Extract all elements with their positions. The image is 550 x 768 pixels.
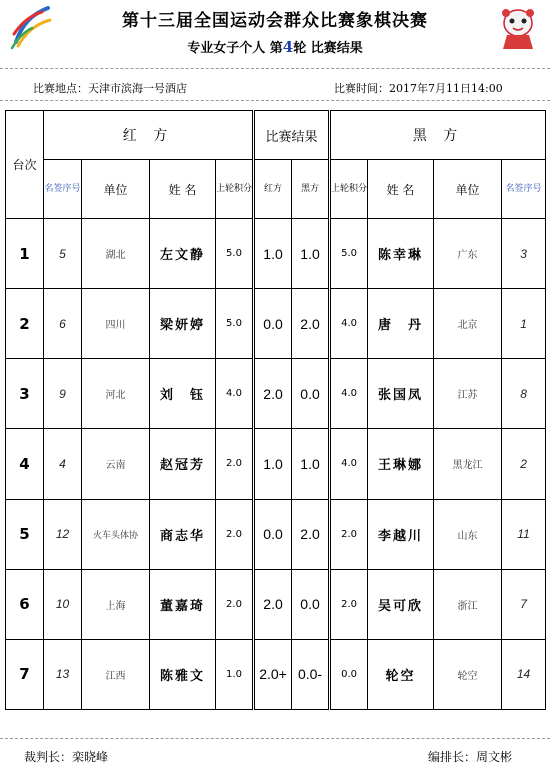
black-score: 2.0 (292, 499, 330, 569)
meta-divider (0, 100, 550, 101)
black-score-header: 黑方 (292, 160, 330, 219)
red-score: 0.0 (254, 289, 292, 359)
red-seed: 6 (44, 289, 82, 359)
page-title: 第十三届全国运动会群众比赛象棋决赛 (122, 11, 428, 31)
table-row (6, 639, 546, 709)
page-subtitle (60, 37, 490, 56)
red-score: 1.0 (254, 429, 292, 499)
black-player-name: 轮空 (368, 639, 434, 709)
red-unit: 火车头体协 (82, 499, 150, 569)
red-prev-points: 5.0 (216, 289, 254, 359)
red-prev-header: 上轮积分 (216, 160, 254, 219)
black-unit: 浙江 (434, 569, 502, 639)
red-score: 2.0 (254, 569, 292, 639)
black-unit: 北京 (434, 289, 502, 359)
black-seed: 14 (502, 639, 546, 709)
document-header (0, 0, 550, 70)
red-score: 2.0+ (254, 639, 292, 709)
black-score: 1.0 (292, 429, 330, 499)
black-score: 0.0- (292, 639, 330, 709)
black-seed: 3 (502, 219, 546, 289)
chief-referee: 裁判长：栾晓峰 (24, 750, 109, 764)
red-seed: 10 (44, 569, 82, 639)
black-prev-points: 0.0 (330, 639, 368, 709)
black-unit: 广东 (434, 219, 502, 289)
black-unit: 轮空 (434, 639, 502, 709)
red-unit: 河北 (82, 359, 150, 429)
table-row (6, 569, 546, 639)
column-header-row (6, 160, 546, 219)
red-score-header: 红方 (254, 160, 292, 219)
black-side-header: 黑 方 (330, 111, 546, 160)
black-seed: 8 (502, 359, 546, 429)
results-table (5, 110, 546, 710)
red-player-name: 陈雅文 (150, 639, 216, 709)
black-seed-header: 名签序号 (502, 160, 546, 219)
red-prev-points: 2.0 (216, 429, 254, 499)
red-seed: 9 (44, 359, 82, 429)
red-player-name: 梁妍婷 (150, 289, 216, 359)
red-player-name: 商志华 (150, 499, 216, 569)
board-number: 7 (6, 639, 44, 709)
red-seed: 4 (44, 429, 82, 499)
black-prev-header: 上轮积分 (330, 160, 368, 219)
red-unit: 四川 (82, 289, 150, 359)
footer-divider (0, 738, 550, 739)
time-text: 比赛时间：2017年7月11日14:00 (334, 82, 503, 95)
table-row (6, 219, 546, 289)
red-unit: 云南 (82, 429, 150, 499)
black-prev-points: 4.0 (330, 359, 368, 429)
red-score: 1.0 (254, 219, 292, 289)
red-unit: 江西 (82, 639, 150, 709)
board-number: 5 (6, 499, 44, 569)
red-prev-points: 4.0 (216, 359, 254, 429)
red-side-header: 红 方 (44, 111, 254, 160)
black-name-header: 姓 名 (368, 160, 434, 219)
chief-scheduler: 编排长：周文彬 (428, 750, 513, 764)
black-prev-points: 2.0 (330, 499, 368, 569)
subtitle-suffix: 轮 比赛结果 (293, 41, 363, 56)
table-row (6, 359, 546, 429)
red-prev-points: 2.0 (216, 569, 254, 639)
red-player-name: 刘 钰 (150, 359, 216, 429)
table-row (6, 429, 546, 499)
black-prev-points: 2.0 (330, 569, 368, 639)
round-number: 4 (282, 38, 294, 56)
black-unit-header: 单位 (434, 160, 502, 219)
black-seed: 2 (502, 429, 546, 499)
black-seed: 11 (502, 499, 546, 569)
group-header-row (6, 111, 546, 160)
table-row (6, 499, 546, 569)
red-player-name: 左文静 (150, 219, 216, 289)
red-score: 0.0 (254, 499, 292, 569)
black-prev-points: 4.0 (330, 429, 368, 499)
black-seed: 1 (502, 289, 546, 359)
subtitle-prefix: 专业女子个人 第 (187, 41, 283, 56)
black-unit: 黑龙江 (434, 429, 502, 499)
red-prev-points: 1.0 (216, 639, 254, 709)
board-number: 2 (6, 289, 44, 359)
black-prev-points: 5.0 (330, 219, 368, 289)
black-score: 2.0 (292, 289, 330, 359)
mascot-icon (493, 3, 543, 53)
black-prev-points: 4.0 (330, 289, 368, 359)
black-player-name: 吴可欣 (368, 569, 434, 639)
black-seed: 7 (502, 569, 546, 639)
result-header: 比赛结果 (254, 111, 330, 160)
header-divider (0, 68, 550, 69)
black-player-name: 陈幸琳 (368, 219, 434, 289)
red-seed: 12 (44, 499, 82, 569)
red-player-name: 董嘉琦 (150, 569, 216, 639)
red-score: 2.0 (254, 359, 292, 429)
black-unit: 江苏 (434, 359, 502, 429)
games-emblem-icon (8, 4, 52, 52)
black-player-name: 唐 丹 (368, 289, 434, 359)
venue-text: 比赛地点：天津市滨海一号酒店 (33, 82, 187, 95)
black-score: 1.0 (292, 219, 330, 289)
black-score: 0.0 (292, 569, 330, 639)
black-player-name: 王琳娜 (368, 429, 434, 499)
red-unit: 湖北 (82, 219, 150, 289)
board-number: 1 (6, 219, 44, 289)
table-row (6, 289, 546, 359)
red-unit-header: 单位 (82, 160, 150, 219)
board-header: 台次 (6, 111, 44, 219)
red-seed-header: 名签序号 (44, 160, 82, 219)
red-name-header: 姓 名 (150, 160, 216, 219)
red-player-name: 赵冠芳 (150, 429, 216, 499)
board-number: 3 (6, 359, 44, 429)
board-number: 6 (6, 569, 44, 639)
red-unit: 上海 (82, 569, 150, 639)
red-prev-points: 5.0 (216, 219, 254, 289)
red-prev-points: 2.0 (216, 499, 254, 569)
red-seed: 5 (44, 219, 82, 289)
black-score: 0.0 (292, 359, 330, 429)
board-number: 4 (6, 429, 44, 499)
black-player-name: 张国凤 (368, 359, 434, 429)
black-player-name: 李越川 (368, 499, 434, 569)
red-seed: 13 (44, 639, 82, 709)
black-unit: 山东 (434, 499, 502, 569)
